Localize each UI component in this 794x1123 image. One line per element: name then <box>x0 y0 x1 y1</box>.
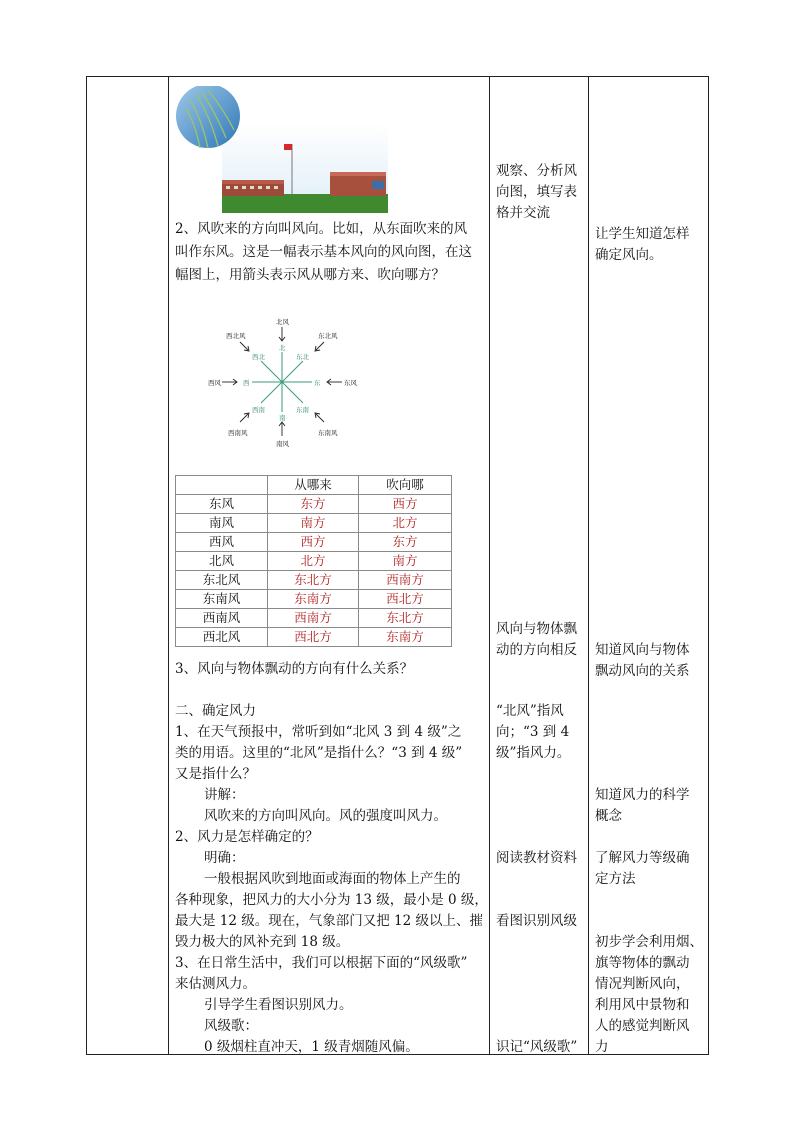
from-cell: 北方 <box>268 552 359 571</box>
to-cell: 西北方 <box>359 590 452 609</box>
from-cell: 西南方 <box>268 609 359 628</box>
activity-north-2: 向；“3 到 4 <box>496 724 570 740</box>
compass-outer-ne: 东北风 <box>318 332 338 340</box>
compass-inner-sw: 西南 <box>252 406 265 414</box>
goal-judge-3: 情况判断风向， <box>595 976 690 992</box>
compass-inner-w: 西 <box>243 379 250 387</box>
goal-judge-6: 力 <box>595 1039 609 1055</box>
to-cell: 东南方 <box>359 628 452 647</box>
goal-force-2: 概念 <box>595 808 622 824</box>
clarify-text-3: 最大是 12 级。现在，气象部门又把 12 级以上、摧 <box>175 913 484 929</box>
from-cell: 东南方 <box>268 590 359 609</box>
flag-campus-photo <box>176 86 388 213</box>
table-row <box>176 609 452 628</box>
para-wind-direction-1: 2、风吹来的方向叫风向。比如，从东面吹来的风 <box>175 221 468 237</box>
table-row <box>176 552 452 571</box>
goal-method-1: 了解风力等级确 <box>595 850 690 866</box>
wind-direction-table <box>175 475 452 647</box>
clarify-label: 明确： <box>204 850 245 866</box>
table-header-cell: 吹向哪 <box>359 476 452 495</box>
wind-name-cell: 西风 <box>176 533 268 552</box>
to-cell: 东方 <box>359 533 452 552</box>
wind-name-cell: 东风 <box>176 495 268 514</box>
compass-outer-n: 北风 <box>276 318 289 326</box>
activity-relation-1: 风向与物体飘 <box>496 621 577 637</box>
goal-judge-2: 旗等物体的飘动 <box>595 955 690 971</box>
question-3-line2: 来估测风力。 <box>175 976 256 992</box>
guide-text: 引导学生看图识别风力。 <box>204 997 353 1013</box>
question-1-line3: 又是指什么？ <box>175 766 256 782</box>
compass-outer-sw: 西南风 <box>228 429 248 437</box>
explain-text: 风吹来的方向叫风向。风的强度叫风力。 <box>204 808 447 824</box>
column-divider <box>489 76 490 1054</box>
activity-memorize: 识记“风级歌” <box>496 1039 578 1055</box>
clarify-text-1: 一般根据风吹到地面或海面的物体上产生的 <box>204 871 461 887</box>
to-cell: 北方 <box>359 514 452 533</box>
question-2: 2、风力是怎样确定的？ <box>175 829 319 845</box>
compass-inner-ne: 东北 <box>296 353 309 361</box>
compass-outer-nw: 西北风 <box>226 332 246 340</box>
activity-north-3: 级”指风力。 <box>496 745 571 761</box>
table-row <box>176 514 452 533</box>
compass-inner-s: 南 <box>279 414 286 422</box>
table-row <box>176 533 452 552</box>
table-row <box>176 571 452 590</box>
wind-name-cell: 东北风 <box>176 571 268 590</box>
goal-direction-1: 让学生知道怎样 <box>595 226 690 242</box>
question-relation: 3、风向与物体飘动的方向有什么关系？ <box>175 661 414 677</box>
to-cell: 东北方 <box>359 609 452 628</box>
song-label: 风级歌： <box>204 1018 258 1034</box>
wind-name-cell: 东南风 <box>176 590 268 609</box>
wind-name-cell: 西北风 <box>176 628 268 647</box>
compass-inner-e: 东 <box>314 379 321 387</box>
table-row <box>176 495 452 514</box>
from-cell: 西北方 <box>268 628 359 647</box>
activity-north-1: “北风”指风 <box>496 703 564 719</box>
section-title-wind-force: 二、确定风力 <box>175 703 256 719</box>
para-wind-direction-2: 叫作东风。这是一幅表示基本风向的风向图，在这 <box>175 244 472 260</box>
question-1-line1: 1、在天气预报中，常听到如“北风 3 到 4 级”之 <box>175 724 462 740</box>
wind-name-cell: 南风 <box>176 514 268 533</box>
explain-label: 讲解： <box>204 787 245 803</box>
table-header-cell <box>176 476 268 495</box>
to-cell: 南方 <box>359 552 452 571</box>
goal-force-1: 知道风力的科学 <box>595 787 690 803</box>
table-header-row <box>176 476 452 495</box>
clarify-text-4: 毁力极大的风补充到 18 级。 <box>175 934 350 950</box>
table-row <box>176 590 452 609</box>
to-cell: 西方 <box>359 495 452 514</box>
table-row <box>176 628 452 647</box>
compass-outer-s: 南风 <box>276 440 289 448</box>
compass-outer-e: 东风 <box>344 379 357 387</box>
activity-observe-2: 向图，填写表 <box>496 184 577 200</box>
from-cell: 南方 <box>268 514 359 533</box>
activity-observe-3: 格并交流 <box>496 205 550 221</box>
compass-outer-w: 西风 <box>208 379 221 387</box>
goal-relation-2: 飘动风向的关系 <box>595 663 690 679</box>
wind-name-cell: 西南风 <box>176 609 268 628</box>
compass-inner-se: 东南 <box>296 406 309 414</box>
column-divider <box>588 76 589 1054</box>
table-header-cell: 从哪来 <box>268 476 359 495</box>
compass-outer-se: 东南风 <box>318 429 338 437</box>
para-wind-direction-3: 幅图上，用箭头表示风从哪方来、吹向哪方？ <box>175 267 445 283</box>
to-cell: 西南方 <box>359 571 452 590</box>
question-3-line1: 3、在日常生活中，我们可以根据下面的“风级歌” <box>175 955 468 971</box>
goal-judge-1: 初步学会利用烟、 <box>595 934 703 950</box>
goal-judge-5: 人的感觉判断风 <box>595 1018 690 1034</box>
from-cell: 东方 <box>268 495 359 514</box>
activity-observe-1: 观察、分析风 <box>496 163 577 179</box>
goal-relation-1: 知道风向与物体 <box>595 642 690 658</box>
compass-inner-n: 北 <box>279 344 286 352</box>
song-line: 0 级烟柱直冲天，1 级青烟随风偏。 <box>204 1039 419 1055</box>
goal-method-2: 定方法 <box>595 871 636 887</box>
activity-relation-2: 动的方向相反 <box>496 642 577 658</box>
goal-direction-2: 确定风向。 <box>595 247 663 263</box>
activity-identify: 看图识别风级 <box>496 913 577 929</box>
from-cell: 西方 <box>268 533 359 552</box>
wind-name-cell: 北风 <box>176 552 268 571</box>
from-cell: 东北方 <box>268 571 359 590</box>
column-divider <box>168 76 169 1054</box>
wind-direction-compass <box>196 312 368 450</box>
activity-read: 阅读教材资料 <box>496 850 577 866</box>
clarify-text-2: 各种现象，把风力的大小分为 13 级，最小是 0 级， <box>175 892 488 908</box>
question-1-line2: 类的用语。这里的“北风”是指什么？“3 到 4 级” <box>175 745 463 761</box>
goal-judge-4: 利用风中景物和 <box>595 997 690 1013</box>
compass-inner-nw: 西北 <box>252 353 265 361</box>
